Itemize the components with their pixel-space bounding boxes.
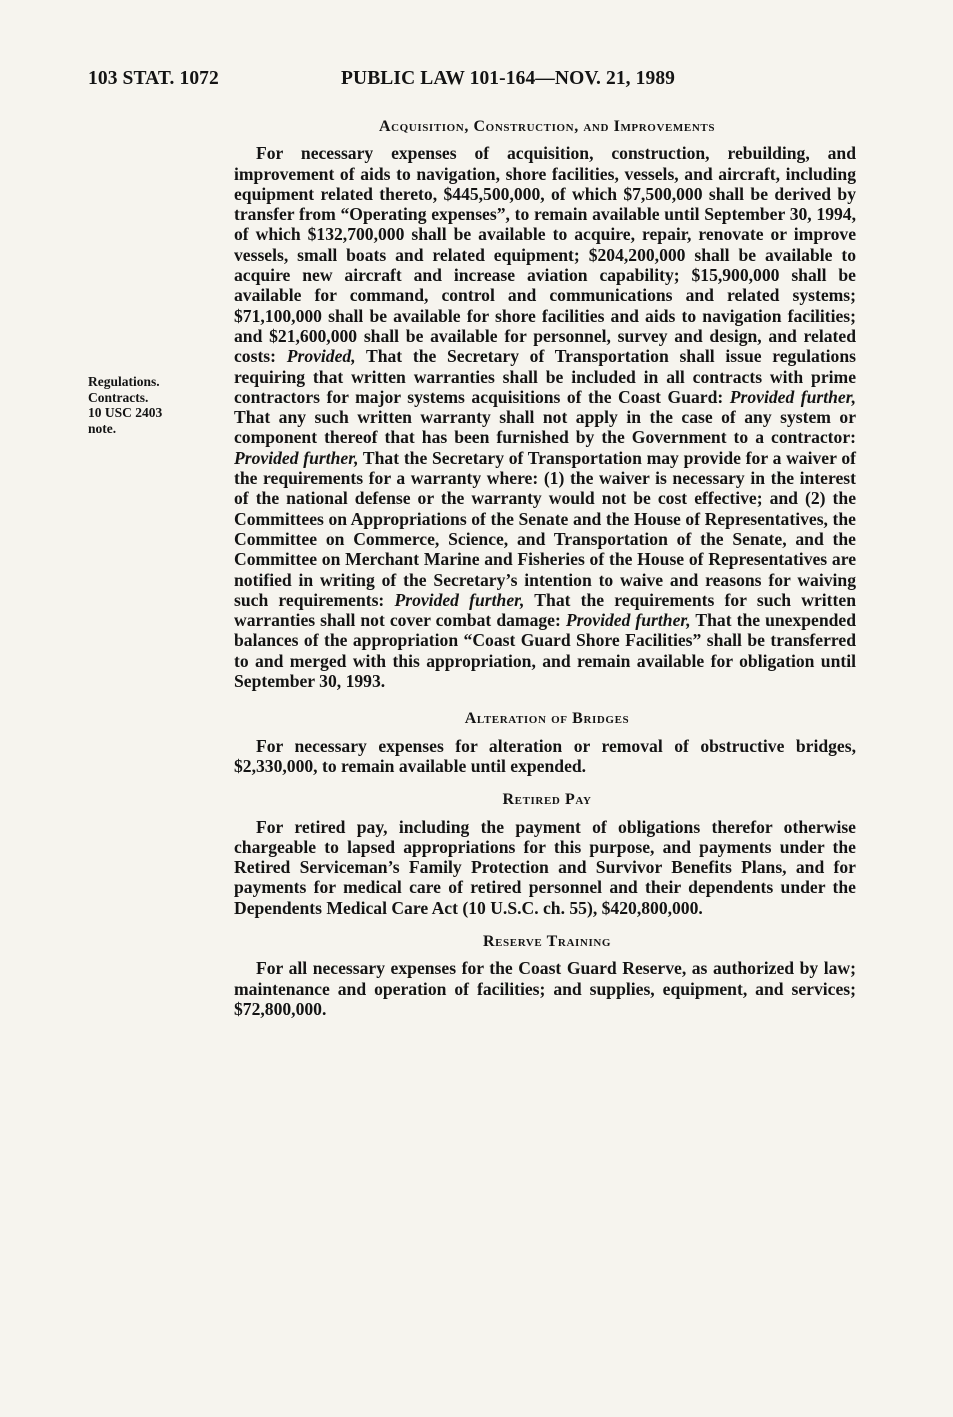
margin-note: [88, 374, 228, 436]
text-run: That the Secretary of Transportation shall issue regulations requiring that written warranties shall be included in all contracts with prime contractors for major systems acquisitions of the Coast Guard:: [234, 346, 856, 407]
proviso-phrase: Provided,: [286, 346, 356, 367]
public-law-title: PUBLIC LAW 101-164—NOV. 21, 1989: [341, 68, 676, 89]
section-paragraph: [234, 143, 856, 691]
text-run: For necessary expenses for alteration or removal of obstructive bridges, $2,330,000, to remain available until expended.: [234, 735, 856, 776]
section-heading: Acquisition, Construction, and Improvements: [378, 118, 716, 135]
text-run: That the Secretary of Transportation may provide for a waiver of the requirements for a warranty where: (1) the waiver is necessary in the interest of the national defense or the warranty would not be cost effective; and (2) the Committees on Appropriations of the Senate and the House of Representatives, the Committee on Commerce, Science, and Transportation of the Senate, and the Committee on Merchant Marine and Fisheries of the House of Representatives are notified in writing of the Secretary’s intention to waive and reasons for waiving such requirements:: [234, 447, 856, 610]
running-header: [88, 68, 858, 98]
section-heading: Reserve Training: [482, 932, 612, 950]
margin-note-line: 10 USC 2403: [88, 405, 163, 420]
text-run: For necessary expenses of acquisition, construction, rebuilding, and improvement of aids to navigation, shore facilities, vessels, and aircraft, including equipment related thereto, $445,500,000, of which $7,500,000 shall be derived by transfer from “Operating expenses”, to remain available until September 30, 1994, of which $132,700,000 shall be available to acquire, repair, renovate or improve vessels, small boats and related equipment; $204,200,000 shall be available to acquire new aircraft and increase aviation capability; $15,900,000 shall be available for command, control and communications and related systems; $71,100,000 shall be available for shore facilities and aids to navigation facilities; and $21,600,000 shall be available for personnel, survey and design, and related costs:: [234, 143, 856, 367]
text-run: For retired pay, including the payment of obligations therefor otherwise chargeable to lapsed appropriations for this purpose, and payments under the Retired Serviceman’s Family Protection and Survivor Benefits Plans, and for payments for medical care of retired personnel and their dependents under the Dependents Medical Care Act (10 U.S.C. ch. 55), $420,800,000.: [234, 816, 856, 918]
proviso-phrase: Provided further,: [729, 386, 856, 407]
statute-page-reference: 103 STAT. 1072: [88, 68, 219, 89]
section-alteration-of-bridges: [234, 709, 856, 776]
margin-note-line: note.: [88, 420, 117, 436]
text-run: That any such written warranty shall not apply in the case of any system or component thereof that has been furnished by the Government to a contractor:: [234, 407, 856, 448]
text-run: For all necessary expenses for the Coast Guard Reserve, as authorized by law; maintenance and operation of facilities; and supplies, equipment, and services; $72,800,000.: [234, 958, 856, 1019]
main-text: [234, 117, 856, 1019]
proviso-phrase: Provided further,: [565, 610, 691, 631]
section-acquisition: [234, 117, 856, 691]
proviso-phrase: Provided further,: [234, 447, 359, 468]
text-run: That the requirements for such written warranties shall not cover combat damage:: [234, 589, 856, 631]
section-heading: Retired Pay: [502, 791, 592, 809]
section-heading: Alteration of Bridges: [464, 710, 630, 728]
text-run: That the unexpended balances of the appropriation “Coast Guard Shore Facilities” shall be transferred to and merged with this appropriation, and remain available for obligation until September 30, 1993.: [234, 610, 857, 692]
section-paragraph: [234, 958, 856, 1019]
section-paragraph: [234, 817, 856, 918]
section-retired-pay: [234, 790, 856, 918]
section-paragraph: [234, 736, 856, 777]
margin-note-line: Regulations.: [88, 374, 160, 389]
proviso-phrase: Provided further,: [394, 589, 525, 610]
margin-note-line: Contracts.: [88, 389, 149, 405]
section-reserve-training: [234, 932, 856, 1019]
